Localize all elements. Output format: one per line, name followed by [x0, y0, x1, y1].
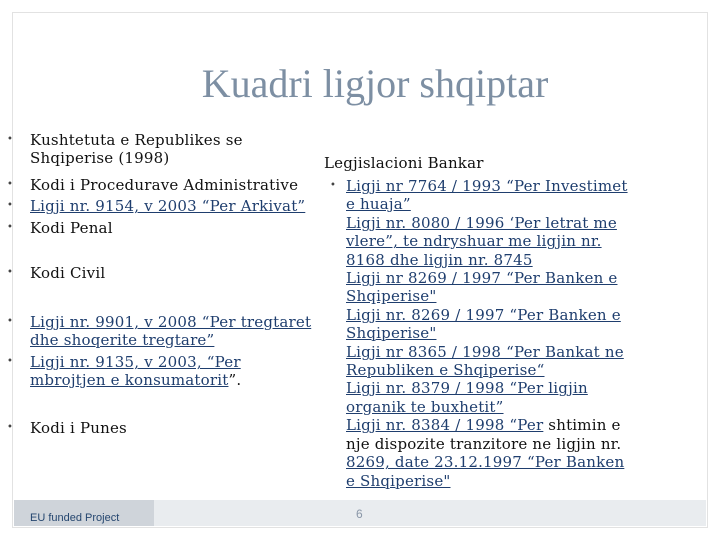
bullet-1: •	[7, 134, 13, 145]
bank-law-line-7[interactable]: Shqiperise"	[346, 287, 437, 306]
left-item-consumer-law-line2[interactable]: mbrojtjen e konsumatorit	[30, 371, 229, 389]
left-item-consumer-law-line1[interactable]: Ligji nr. 9135, v 2003, “Per	[30, 353, 241, 371]
bank-law-line-14	[346, 416, 646, 434]
bullet-4: •	[7, 222, 13, 233]
page-number: 6	[356, 507, 363, 521]
banking-legislation-list	[346, 177, 646, 490]
bank-law-line-8[interactable]: Ligji nr. 8269 / 1997 “Per Banken e	[346, 305, 621, 324]
bullet-right: •	[330, 180, 336, 191]
left-item-constitution	[30, 131, 243, 167]
bullet-7: •	[7, 356, 13, 367]
left-item-labour-code: Kodi i Punes	[30, 419, 127, 437]
left-item-penal-code: Kodi Penal	[30, 219, 113, 237]
left-item-commercial-law[interactable]	[30, 313, 311, 349]
bullet-2: •	[7, 179, 13, 190]
left-item-admin-code: Kodi i Procedurave Administrative	[30, 176, 299, 194]
left-item-civil-code: Kodi Civil	[30, 264, 106, 282]
bank-law-line-1[interactable]: Ligji nr 7764 / 1993 “Per Investimet	[346, 177, 628, 195]
bullet-5: •	[7, 267, 13, 278]
bullet-6: •	[7, 316, 13, 327]
left-item-constitution-line2: Shqiperise (1998)	[30, 149, 170, 167]
left-item-commercial-law-line2[interactable]: dhe shoqerite tregtare”	[30, 331, 215, 349]
bank-law-line-2[interactable]: e huaja”	[346, 195, 411, 214]
bank-law-line-4[interactable]: vlere”, te ndryshuar me ligjin nr.	[346, 232, 602, 251]
bank-law-line-17[interactable]: e Shqiperise"	[346, 471, 451, 490]
bullet-8: •	[7, 422, 13, 433]
bank-law-line-3[interactable]: Ligji nr. 8080 / 1996 ‘Per letrat me	[346, 213, 617, 232]
bank-law-line-16[interactable]: 8269, date 23.12.1997 “Per Banken	[346, 453, 625, 472]
bank-law-line-6[interactable]: Ligji nr 8269 / 1997 “Per Banken e	[346, 269, 618, 288]
bank-law-line-9[interactable]: Shqiperise"	[346, 324, 437, 343]
right-heading: Legjislacioni Bankar	[324, 154, 484, 172]
bank-law-line-12[interactable]: Ligji nr. 8379 / 1998 “Per ligjin	[346, 379, 588, 398]
bank-law-line-5[interactable]: 8168 dhe ligjin nr. 8745	[346, 250, 533, 269]
bank-law-line-11[interactable]: Republiken e Shqiperise“	[346, 361, 545, 380]
left-item-archives-law[interactable]: Ligji nr. 9154, v 2003 “Per Arkivat”	[30, 197, 306, 215]
bank-law-line-13[interactable]: organik te buxhetit”	[346, 397, 504, 416]
left-item-consumer-law[interactable]	[30, 353, 241, 389]
bank-law-line-14-text: shtimin e	[543, 416, 621, 435]
left-item-commercial-law-line1[interactable]: Ligji nr. 9901, v 2008 “Per tregtaret	[30, 313, 312, 331]
bank-law-line-15: nje dispozite tranzitore ne ligjin nr.	[346, 434, 622, 453]
left-item-constitution-line1: Kushtetuta e Republikes se	[30, 131, 243, 149]
footer-label: EU funded Project	[30, 512, 120, 524]
bank-law-line-10[interactable]: Ligji nr 8365 / 1998 “Per Bankat ne	[346, 342, 624, 361]
bank-law-line-14-link[interactable]: Ligji nr. 8384 / 1998 “Per	[346, 416, 544, 435]
slide-title: Kuadri ligjor shqiptar	[201, 61, 549, 106]
left-item-consumer-law-tail: ”.	[228, 371, 242, 389]
bullet-3: •	[7, 200, 13, 211]
